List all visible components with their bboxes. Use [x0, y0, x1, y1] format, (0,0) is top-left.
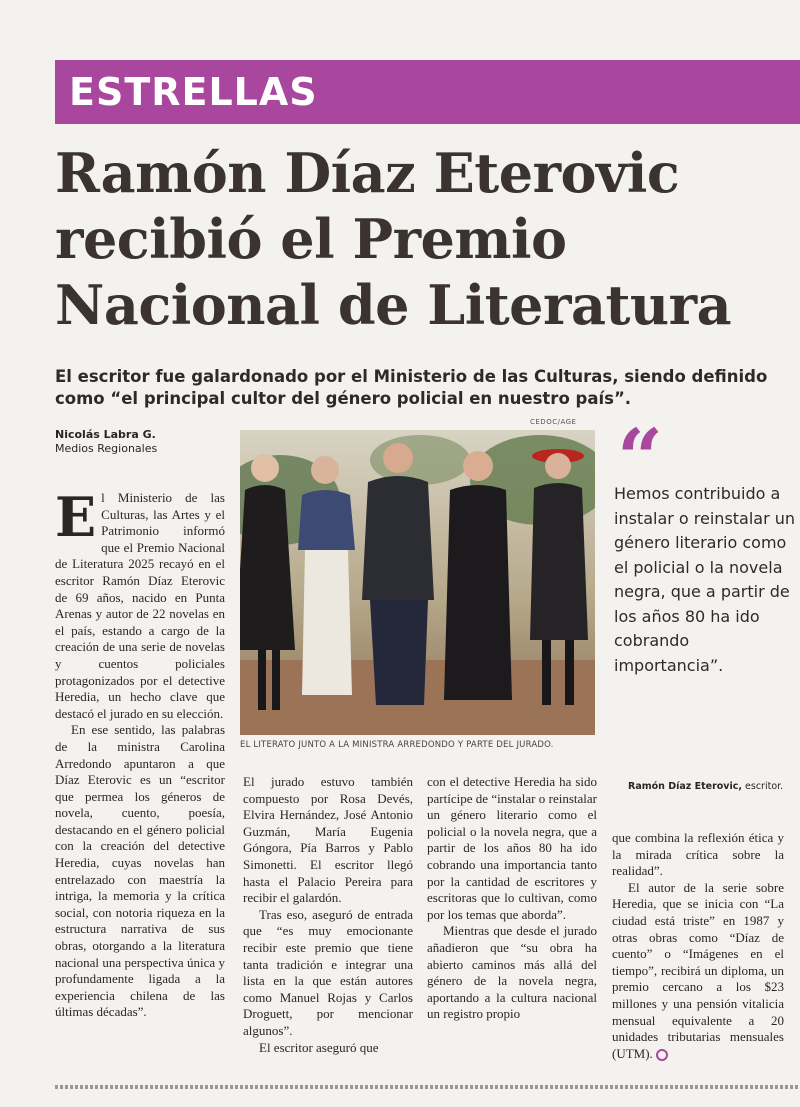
section-label: ESTRELLAS — [69, 70, 318, 114]
end-of-article-icon — [656, 1049, 668, 1061]
byline — [55, 428, 157, 456]
article-paragraph: El escritor aseguró que — [259, 1039, 379, 1055]
article-paragraph — [55, 485, 225, 722]
article-column-3 — [427, 774, 597, 1023]
pull-quote-author: Ramón Díaz Eterovic, — [628, 781, 742, 792]
article-paragraph: El jurado estuvo también compuesto por Rosa Devés, Elvira Hernández, José Antonio Guzmán, María Eugenia Góngora, Pía Barros y Pablo Simonetti. El escritor llegó hasta el Palacio Pereira para recibir el galardón. — [243, 774, 413, 906]
drop-cap: E — [55, 485, 97, 549]
pull-quote-attribution — [628, 781, 783, 792]
headline-line-2: recibió el Premio — [55, 207, 567, 271]
quote-mark-icon: “ — [617, 411, 664, 505]
article-paragraph: que combina la reflexión ética y la mirada crítica sobre la realidad”. — [612, 830, 784, 879]
article-paragraph: Mientras que desde el jurado añadieron que “su obra ha abierto caminos más allá del género de la novela negra, aportando a la cultura nacional un registro propio — [427, 923, 597, 1022]
paragraph-text: El autor de la serie sobre Heredia, que se inicia con “La ciudad está triste” en 1987 y otras obras como “Díaz de cuento” o “Imágenes en el tiempo”, recibirá un diploma, un premio cercano a los $23 millones y una pensión vitalicia mensual equivalente a 20 unidades tributarias mensuales (UTM). — [612, 879, 784, 1061]
article-photo — [240, 430, 595, 735]
pull-quote-role: escritor. — [745, 781, 784, 792]
photo-caption: EL LITERATO JUNTO A LA MINISTRA ARREDONDO Y PARTE DEL JURADO. — [240, 740, 554, 750]
subheadline: El escritor fue galardonado por el Ministerio de las Culturas, siendo definido como “el principal cultor del género policial en nuestro país”. — [55, 367, 768, 408]
paragraph-text: l Ministerio de las Culturas, las Artes y el Patrimonio informó que el Premio Nacional de Literatura 2025 recayó en el escritor Ramón Díaz Eterovic de 69 años, nacido en Punta Arenas y autor de 22 novelas en el país, estando a cargo de la creación de una serie de novelas y cuentos policiales protagonizados por el detective Heredia, un hecho clave que destacó el jurado en su elección. — [55, 490, 225, 721]
article-column-1 — [55, 485, 225, 1021]
article-paragraph — [612, 880, 784, 1063]
author-outlet: Medios Regionales — [55, 442, 158, 455]
photo-illustration — [240, 430, 595, 735]
bottom-divider — [55, 1085, 800, 1089]
headline-line-3: Nacional de Literatura — [55, 273, 732, 337]
headline-line-1: Ramón Díaz Eterovic — [55, 141, 680, 205]
author-name: Nicolás Labra G. — [55, 428, 156, 441]
section-banner — [55, 60, 800, 124]
article-paragraph: Tras eso, aseguró de entrada que “es muy emocionante recibir este premio que tiene tanta tradición e integrar una lista en la que están autores como Manuel Rojas y Carlos Droguett, por mencionar algunos”. — [243, 906, 413, 1038]
article-paragraph: En ese sentido, las palabras de la ministra Carolina Arredondo apuntaron a que Díaz Eterovic es un “escritor que permea los géneros de novela, cuento, poesía, destacando en el género policial con la creación del detective Heredia, cuyas novelas han entrelazado con maestría la intriga, la memoria y la crítica social, con notoria riqueza en la estructura narrativa de sus obras, otorgando a la literatura nacional una perspectiva única y profundamente ligada a la experiencia chilena de las últimas décadas”. — [55, 722, 225, 1020]
pull-quote: Hemos contribuido a instalar o reinstalar un género literario como el policial o la novela negra, que a partir de los años 80 ha ido cobrando importancia”. — [614, 484, 796, 675]
article-column-4 — [612, 830, 784, 1062]
article-paragraph: con el detective Heredia ha sido partícipe de “instalar o reinstalar un género literario como el policial o la novela negra, que a partir de los años 80 ha ido cobrando una importancia tanto por la cantidad de escritores y escritoras que lo cultivan, como por los temas que aborda”. — [427, 774, 597, 922]
photo-credit: CEDOC/AGE — [530, 418, 577, 426]
headline — [55, 140, 795, 338]
article-column-2 — [243, 774, 413, 1056]
